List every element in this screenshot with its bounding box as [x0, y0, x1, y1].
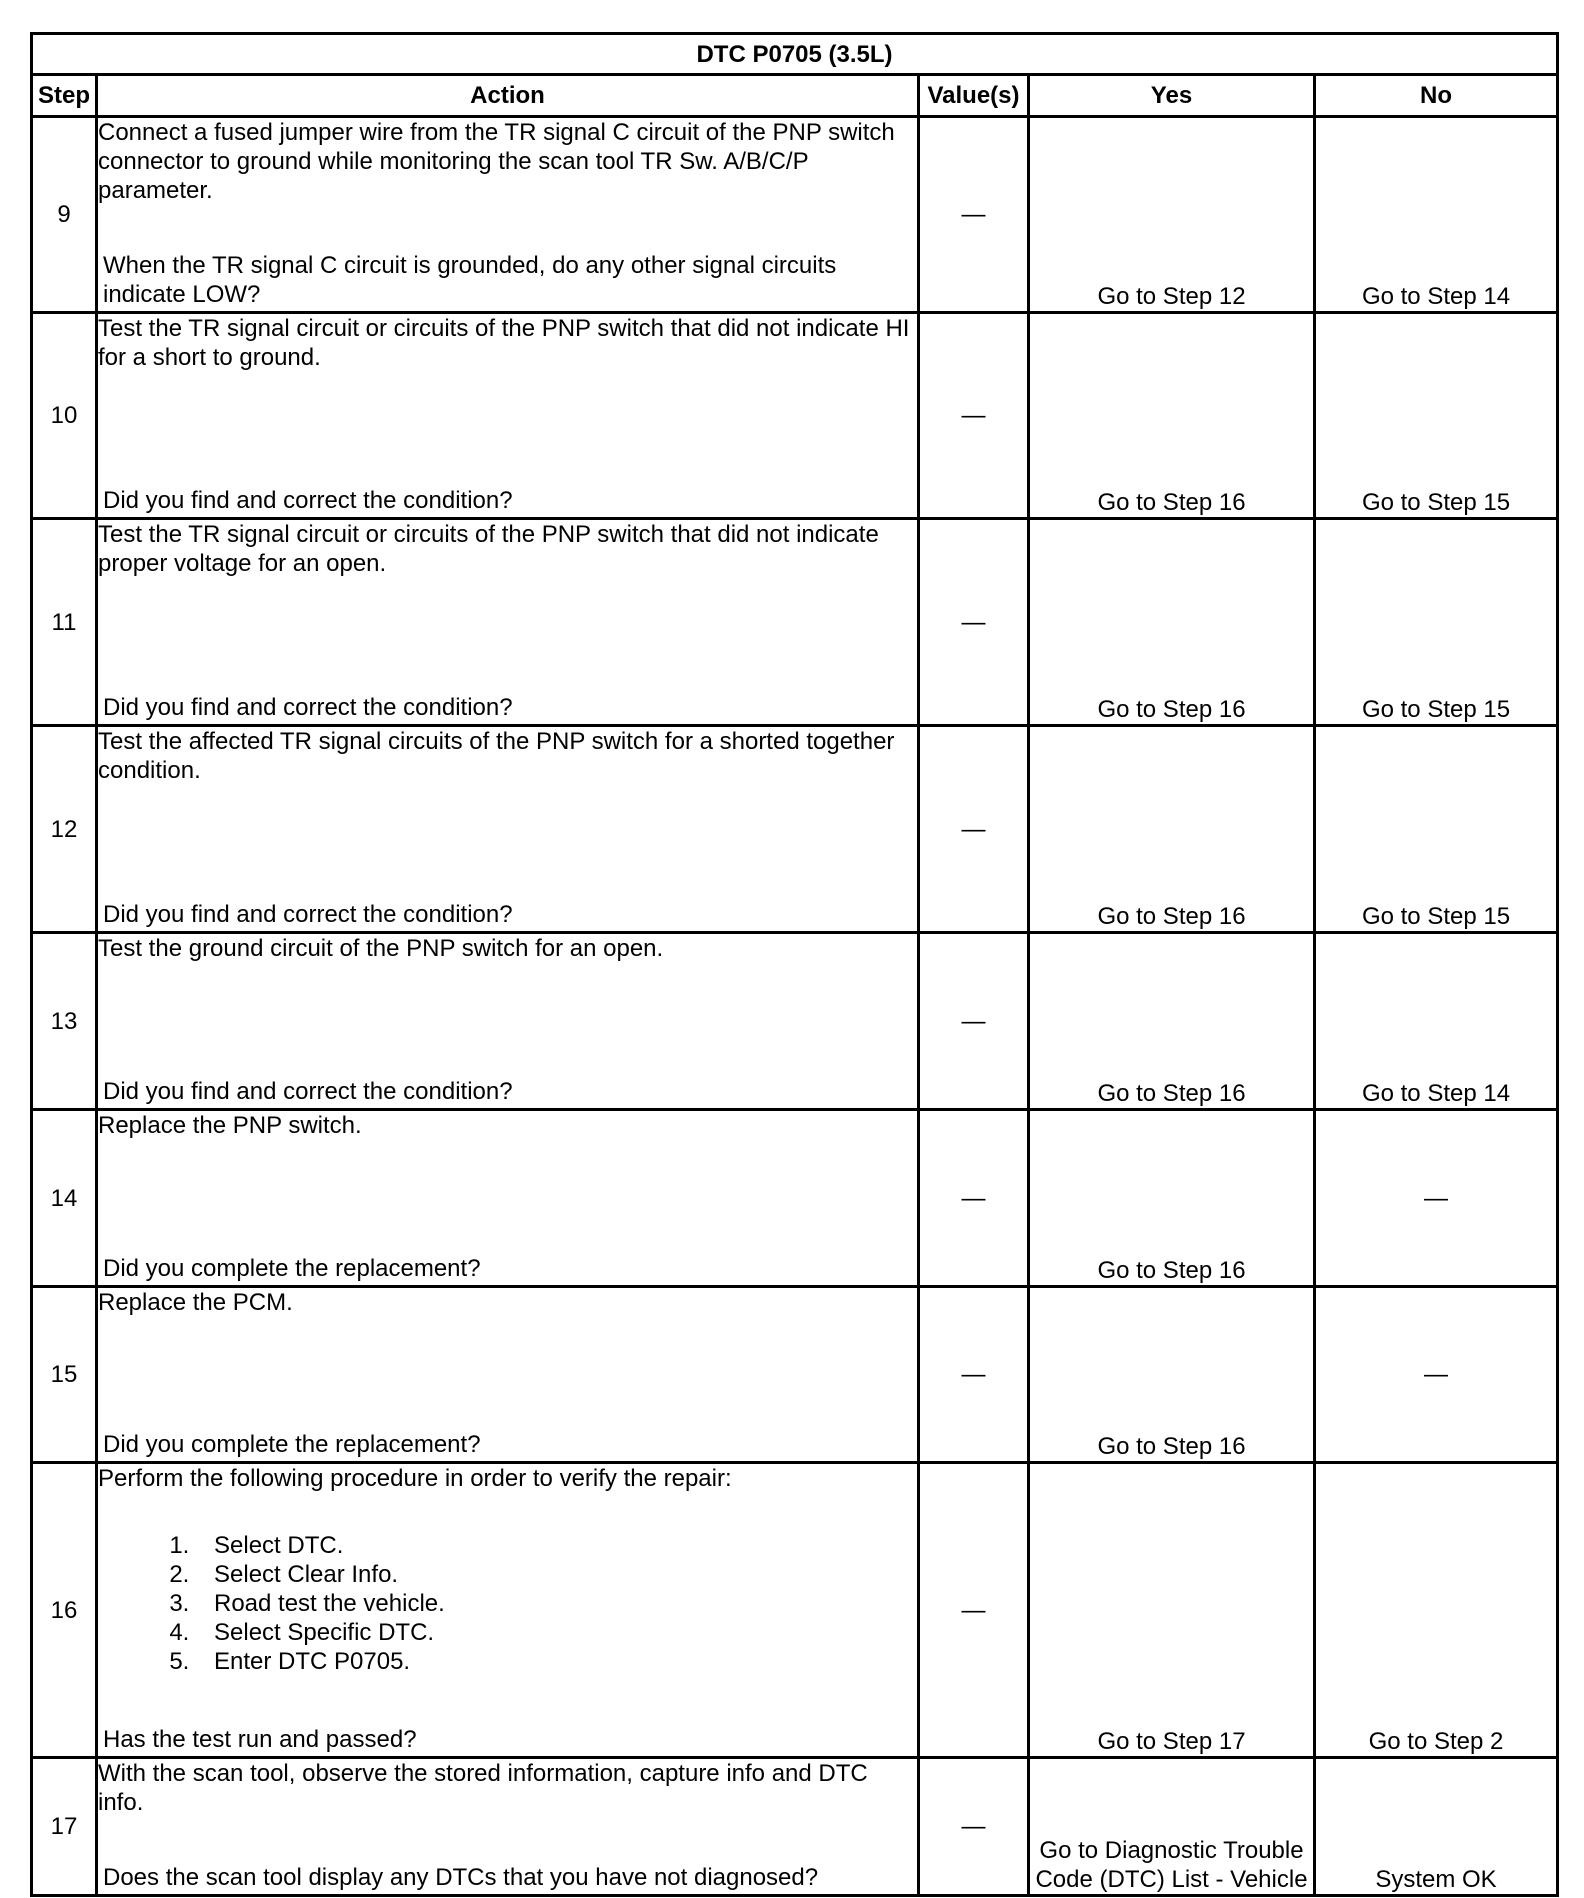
table-row — [32, 519, 1558, 726]
action-text: With the scan tool, observe the stored information, capture info and DTC info. — [98, 1760, 868, 1816]
value-cell: — — [919, 1463, 1029, 1758]
yes-cell: Go to Step 17 — [1029, 1463, 1315, 1758]
action-question: Did you find and correct the condition? — [103, 487, 513, 514]
table-title: DTC P0705 (3.5L) — [32, 34, 1558, 75]
action-text: Test the TR signal circuit or circuits of the PNP switch that did not indicate HI for a short to ground. — [98, 315, 910, 371]
value-cell: — — [919, 726, 1029, 933]
action-text: Replace the PNP switch. — [98, 1112, 362, 1139]
table-row — [32, 1463, 1558, 1758]
action-question: Did you complete the replacement? — [103, 1255, 481, 1282]
procedure-step: 4. Select Specific DTC. — [196, 1618, 917, 1647]
yes-cell: Go to Diagnostic Trouble Code (DTC) List - Vehicle — [1029, 1758, 1315, 1896]
value-cell: — — [919, 1758, 1029, 1896]
yes-cell: Go to Step 16 — [1029, 313, 1315, 519]
procedure-step: 5. Enter DTC P0705. — [196, 1647, 917, 1676]
header-step: Step — [32, 75, 97, 117]
table-row — [32, 313, 1558, 519]
action-text: Test the TR signal circuit or circuits of the PNP switch that did not indicate proper voltage for an open. — [98, 521, 879, 577]
procedure-step: 3. Road test the vehicle. — [196, 1589, 917, 1618]
action-cell — [97, 726, 919, 933]
action-cell — [97, 1287, 919, 1463]
action-question: Did you find and correct the condition? — [103, 1078, 513, 1105]
table-row — [32, 1287, 1558, 1463]
dtc-table — [30, 32, 1559, 1897]
step-number: 16 — [32, 1463, 97, 1758]
header-values: Value(s) — [919, 75, 1029, 117]
step-number: 9 — [32, 117, 97, 313]
yes-cell: Go to Step 12 — [1029, 117, 1315, 313]
no-cell: System OK — [1315, 1758, 1558, 1896]
no-cell: Go to Step 14 — [1315, 933, 1558, 1110]
action-question: Did you find and correct the condition? — [103, 694, 513, 721]
table-row — [32, 1758, 1558, 1896]
step-number: 13 — [32, 933, 97, 1110]
action-cell — [97, 519, 919, 726]
no-cell: — — [1315, 1110, 1558, 1287]
action-cell — [97, 1463, 919, 1758]
table-row — [32, 726, 1558, 933]
action-question: When the TR signal C circuit is grounded, do any other signal circuits indicate LOW? — [103, 252, 837, 308]
action-cell — [97, 117, 919, 313]
procedure-list — [98, 1531, 917, 1676]
action-cell — [97, 1110, 919, 1287]
no-cell: Go to Step 2 — [1315, 1463, 1558, 1758]
no-cell: Go to Step 15 — [1315, 726, 1558, 933]
yes-cell: Go to Step 16 — [1029, 519, 1315, 726]
action-cell — [97, 313, 919, 519]
action-text: Connect a fused jumper wire from the TR signal C circuit of the PNP switch connector to ground while monitoring the scan tool TR Sw. A/B/C/P parameter. — [98, 119, 895, 204]
value-cell: — — [919, 313, 1029, 519]
step-number: 14 — [32, 1110, 97, 1287]
table-row — [32, 933, 1558, 1110]
table-row — [32, 117, 1558, 313]
action-text: Perform the following procedure in order to verify the repair: — [98, 1465, 732, 1492]
value-cell: — — [919, 117, 1029, 313]
title-row — [32, 34, 1558, 75]
yes-cell: Go to Step 16 — [1029, 1287, 1315, 1463]
action-question: Did you find and correct the condition? — [103, 901, 513, 928]
step-number: 15 — [32, 1287, 97, 1463]
value-cell: — — [919, 519, 1029, 726]
action-cell — [97, 933, 919, 1110]
yes-cell: Go to Step 16 — [1029, 726, 1315, 933]
header-row — [32, 75, 1558, 117]
action-question: Does the scan tool display any DTCs that you have not diagnosed? — [103, 1864, 819, 1891]
action-text: Test the affected TR signal circuits of the PNP switch for a shorted together condition. — [98, 728, 895, 784]
step-number: 17 — [32, 1758, 97, 1896]
no-cell: Go to Step 15 — [1315, 313, 1558, 519]
header-action: Action — [97, 75, 919, 117]
no-cell: — — [1315, 1287, 1558, 1463]
header-no: No — [1315, 75, 1558, 117]
action-cell — [97, 1758, 919, 1896]
action-text: Test the ground circuit of the PNP switch for an open. — [98, 935, 664, 962]
value-cell: — — [919, 933, 1029, 1110]
procedure-step: 2. Select Clear Info. — [196, 1560, 917, 1589]
no-cell: Go to Step 15 — [1315, 519, 1558, 726]
value-cell: — — [919, 1110, 1029, 1287]
yes-cell: Go to Step 16 — [1029, 1110, 1315, 1287]
step-number: 10 — [32, 313, 97, 519]
action-question: Did you complete the replacement? — [103, 1431, 481, 1458]
value-cell: — — [919, 1287, 1029, 1463]
table-row — [32, 1110, 1558, 1287]
yes-cell: Go to Step 16 — [1029, 933, 1315, 1110]
step-number: 12 — [32, 726, 97, 933]
header-yes: Yes — [1029, 75, 1315, 117]
action-text: Replace the PCM. — [98, 1289, 293, 1316]
action-question: Has the test run and passed? — [103, 1726, 417, 1753]
procedure-step: 1. Select DTC. — [196, 1531, 917, 1560]
step-number: 11 — [32, 519, 97, 726]
no-cell: Go to Step 14 — [1315, 117, 1558, 313]
